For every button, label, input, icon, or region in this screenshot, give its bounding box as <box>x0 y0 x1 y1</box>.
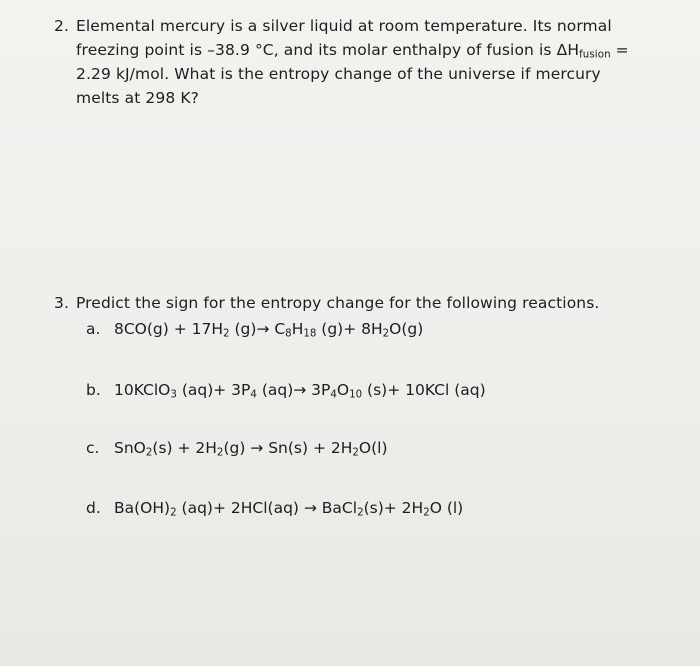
equation-text: (g)+ 8H <box>316 320 383 338</box>
reaction-label: c. <box>86 439 100 457</box>
question-2-line-2-end: = <box>610 41 629 59</box>
reaction-equation <box>114 381 486 399</box>
equation-text: 8CO(g) + 17H <box>114 320 224 338</box>
equation-text: O(g) <box>389 320 424 338</box>
equation-text: (s)+ 2H <box>363 499 424 517</box>
equation-text: (g) → Sn(s) + 2H <box>223 439 353 457</box>
reaction-label: a. <box>86 320 101 338</box>
reaction-b <box>86 379 486 401</box>
question-2-line-3: 2.29 kJ/mol. What is the entropy change of the universe if mercury <box>76 65 601 83</box>
equation-text: (aq)+ 3P <box>176 381 251 399</box>
equation-subscript: 3 <box>170 389 177 401</box>
equation-subscript: 4 <box>250 389 257 401</box>
equation-text: SnO <box>114 439 146 457</box>
equation-subscript: 18 <box>303 328 317 340</box>
question-3-prompt: Predict the sign for the entropy change for the following reactions. <box>76 294 600 312</box>
reaction-equation <box>114 439 388 457</box>
equation-subscript: 10 <box>349 389 363 401</box>
reaction-label: d. <box>86 499 101 517</box>
equation-text: O(l) <box>358 439 388 457</box>
equation-text: H <box>291 320 304 338</box>
equation-text: O <box>336 381 350 399</box>
equation-subscript: 2 <box>170 507 177 519</box>
equation-text: Ba(OH) <box>114 499 171 517</box>
question-2-line-1: Elemental mercury is a silver liquid at room temperature. Its normal <box>76 17 612 35</box>
reaction-c <box>86 437 388 459</box>
question-2-number: 2. <box>54 17 69 35</box>
reaction-equation <box>114 499 463 517</box>
equation-subscript: 2 <box>352 447 359 459</box>
equation-text: (s)+ 10KCl (aq) <box>362 381 486 399</box>
equation-subscript: 8 <box>285 328 292 340</box>
question-2-line-2-text: freezing point is –38.9 °C, and its molar enthalpy of fusion is ΔH <box>76 41 580 59</box>
equation-subscript: 2 <box>223 328 230 340</box>
equation-text: (s) + 2H <box>152 439 217 457</box>
equation-subscript: 2 <box>382 328 390 340</box>
fusion-subscript: fusion <box>579 49 611 61</box>
equation-text: 10KClO <box>114 381 171 399</box>
equation-text: (aq)→ 3P <box>256 381 331 399</box>
equation-text: O (l) <box>429 499 464 517</box>
equation-subscript: 2 <box>145 447 153 459</box>
equation-text: (g)→ C <box>229 320 286 338</box>
question-2-line-2 <box>76 38 629 62</box>
reaction-equation <box>114 320 423 338</box>
equation-subscript: 2 <box>357 507 364 519</box>
equation-subscript: 2 <box>423 507 430 519</box>
equation-subscript: 4 <box>330 389 337 401</box>
reaction-d <box>86 497 463 519</box>
question-2-line-4: melts at 298 K? <box>76 89 199 107</box>
equation-subscript: 2 <box>216 447 224 459</box>
reaction-label: b. <box>86 381 101 399</box>
equation-text: (aq)+ 2HCl(aq) → BaCl <box>176 499 358 517</box>
question-3-number: 3. <box>54 294 69 312</box>
reaction-a <box>86 318 423 340</box>
